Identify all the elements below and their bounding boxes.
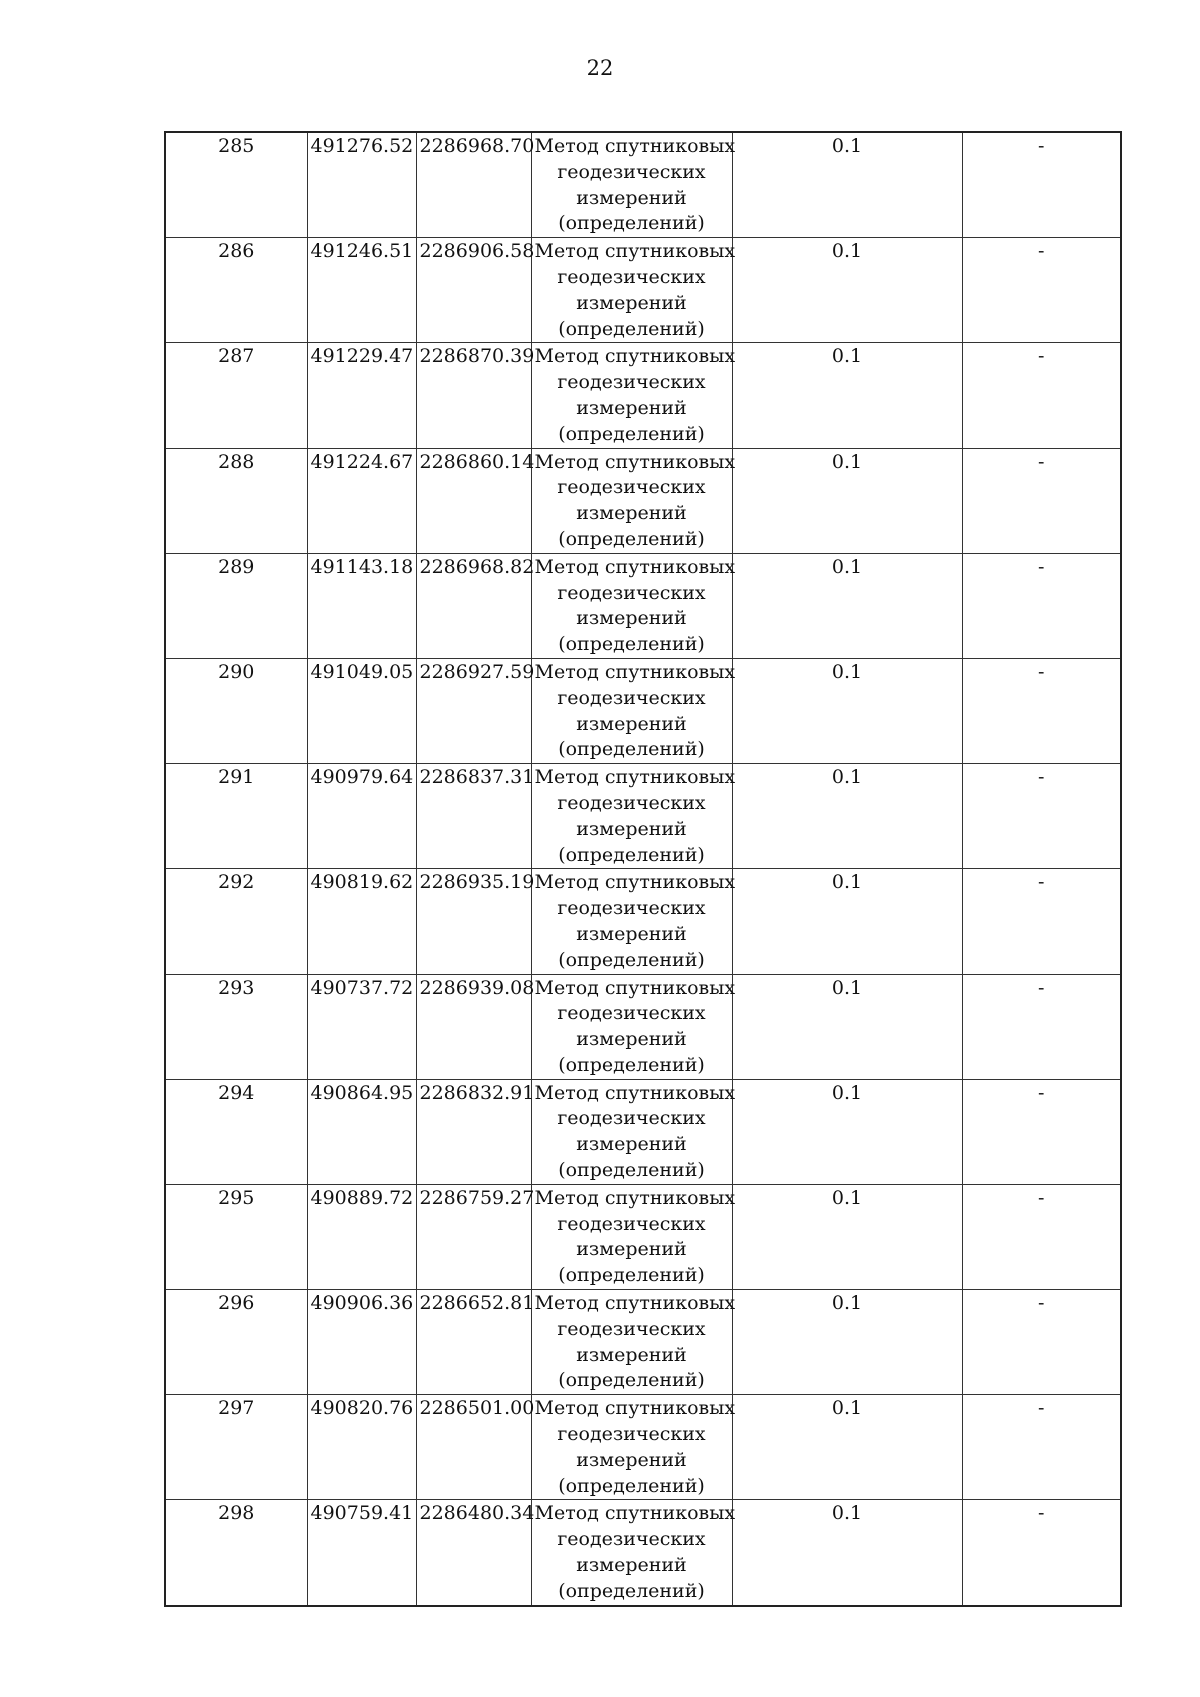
method-text-line: Метод спутниковых <box>534 871 736 894</box>
method-text-line: (определений) <box>558 1053 705 1076</box>
method-text-line: (определений) <box>558 212 705 235</box>
table-row <box>165 1290 1121 1395</box>
point-number-cell: 298 <box>165 1500 307 1606</box>
method-text-line: геодезических <box>557 897 706 920</box>
accuracy-cell: 0.1 <box>732 1290 962 1395</box>
method-text-line: измерений <box>576 1554 687 1577</box>
method-cell <box>531 132 736 238</box>
method-text-line: Метод спутниковых <box>534 1292 736 1315</box>
method-text-line: (определений) <box>558 948 705 971</box>
y-coordinate-cell: 2286968.82 <box>416 553 531 658</box>
method-text-line: (определений) <box>558 1369 705 1392</box>
accuracy-cell: 0.1 <box>732 658 962 763</box>
point-number-cell: 290 <box>165 658 307 763</box>
note-cell: - <box>962 448 1121 553</box>
y-coordinate-cell: 2286501.00 <box>416 1395 531 1500</box>
method-cell <box>531 238 736 343</box>
method-cell <box>531 764 736 869</box>
note-cell: - <box>962 869 1121 974</box>
x-coordinate-cell: 491224.67 <box>307 448 416 553</box>
coordinates-table <box>164 131 1122 1607</box>
method-text-line: (определений) <box>558 1579 705 1602</box>
method-text-line: измерений <box>576 1343 687 1366</box>
accuracy-cell: 0.1 <box>732 1395 962 1500</box>
method-cell <box>531 1079 736 1184</box>
table-row <box>165 1184 1121 1289</box>
point-number-cell: 293 <box>165 974 307 1079</box>
method-text-line: Метод спутниковых <box>534 240 736 263</box>
method-text-line: (определений) <box>558 1159 705 1182</box>
method-text-line: геодезических <box>557 265 706 288</box>
table-row <box>165 1500 1121 1606</box>
method-text-line: геодезических <box>557 686 706 709</box>
method-text-line: геодезических <box>557 371 706 394</box>
table-row <box>165 869 1121 974</box>
y-coordinate-cell: 2286935.19 <box>416 869 531 974</box>
accuracy-cell: 0.1 <box>732 1500 962 1606</box>
point-number-cell: 287 <box>165 343 307 448</box>
y-coordinate-cell: 2286906.58 <box>416 238 531 343</box>
x-coordinate-cell: 491246.51 <box>307 238 416 343</box>
accuracy-cell: 0.1 <box>732 448 962 553</box>
table-row <box>165 974 1121 1079</box>
table-row <box>165 1395 1121 1500</box>
note-cell: - <box>962 343 1121 448</box>
method-text-line: геодезических <box>557 791 706 814</box>
method-text-line: измерений <box>576 1028 687 1051</box>
method-text-line: (определений) <box>558 1264 705 1287</box>
point-number-cell: 288 <box>165 448 307 553</box>
y-coordinate-cell: 2286927.59 <box>416 658 531 763</box>
x-coordinate-cell: 491143.18 <box>307 553 416 658</box>
y-coordinate-cell: 2286652.81 <box>416 1290 531 1395</box>
method-text-line: Метод спутниковых <box>534 555 736 578</box>
x-coordinate-cell: 490759.41 <box>307 1500 416 1606</box>
table-body <box>165 132 1121 1606</box>
method-text-line: геодезических <box>557 1212 706 1235</box>
method-text-line: Метод спутниковых <box>534 1502 736 1525</box>
method-cell <box>531 1184 736 1289</box>
table-row <box>165 238 1121 343</box>
point-number-cell: 285 <box>165 132 307 238</box>
accuracy-cell: 0.1 <box>732 553 962 658</box>
method-cell <box>531 1395 736 1500</box>
accuracy-cell: 0.1 <box>732 343 962 448</box>
method-text-line: измерений <box>576 607 687 630</box>
method-cell <box>531 974 736 1079</box>
method-text-line: геодезических <box>557 581 706 604</box>
method-text-line: Метод спутниковых <box>534 345 736 368</box>
y-coordinate-cell: 2286870.39 <box>416 343 531 448</box>
method-cell <box>531 869 736 974</box>
method-text-line: Метод спутниковых <box>534 976 736 999</box>
table-row <box>165 553 1121 658</box>
accuracy-cell: 0.1 <box>732 1079 962 1184</box>
method-text-line: измерений <box>576 712 687 735</box>
method-cell <box>531 553 736 658</box>
x-coordinate-cell: 491276.52 <box>307 132 416 238</box>
method-text-line: геодезических <box>557 1423 706 1446</box>
method-text-line: (определений) <box>558 422 705 445</box>
x-coordinate-cell: 490820.76 <box>307 1395 416 1500</box>
method-text-line: (определений) <box>558 317 705 340</box>
accuracy-cell: 0.1 <box>732 764 962 869</box>
x-coordinate-cell: 491049.05 <box>307 658 416 763</box>
note-cell: - <box>962 658 1121 763</box>
method-text-line: измерений <box>576 186 687 209</box>
method-text-line: Метод спутниковых <box>534 1186 736 1209</box>
y-coordinate-cell: 2286837.31 <box>416 764 531 869</box>
table-row <box>165 1079 1121 1184</box>
note-cell: - <box>962 1184 1121 1289</box>
note-cell: - <box>962 1500 1121 1606</box>
point-number-cell: 289 <box>165 553 307 658</box>
point-number-cell: 292 <box>165 869 307 974</box>
method-text-line: (определений) <box>558 843 705 866</box>
method-text-line: измерений <box>576 1238 687 1261</box>
method-text-line: измерений <box>576 817 687 840</box>
note-cell: - <box>962 553 1121 658</box>
method-cell <box>531 448 736 553</box>
accuracy-cell: 0.1 <box>732 1184 962 1289</box>
x-coordinate-cell: 491229.47 <box>307 343 416 448</box>
x-coordinate-cell: 490906.36 <box>307 1290 416 1395</box>
method-text-line: Метод спутниковых <box>534 1397 736 1420</box>
point-number-cell: 294 <box>165 1079 307 1184</box>
method-text-line: Метод спутниковых <box>534 135 736 157</box>
table-row <box>165 448 1121 553</box>
accuracy-cell: 0.1 <box>732 974 962 1079</box>
method-cell <box>531 343 736 448</box>
accuracy-cell: 0.1 <box>732 132 962 238</box>
method-text-line: измерений <box>576 396 687 419</box>
method-text-line: геодезических <box>557 1317 706 1340</box>
table-row <box>165 764 1121 869</box>
method-text-line: Метод спутниковых <box>534 766 736 789</box>
note-cell: - <box>962 132 1121 238</box>
method-text-line: геодезических <box>557 1107 706 1130</box>
method-text-line: (определений) <box>558 527 705 550</box>
y-coordinate-cell: 2286939.08 <box>416 974 531 1079</box>
method-text-line: (определений) <box>558 738 705 761</box>
accuracy-cell: 0.1 <box>732 869 962 974</box>
method-text-line: геодезических <box>557 1528 706 1551</box>
y-coordinate-cell: 2286759.27 <box>416 1184 531 1289</box>
method-cell <box>531 1290 736 1395</box>
method-text-line: измерений <box>576 502 687 525</box>
page-number: 22 <box>586 56 614 80</box>
note-cell: - <box>962 1395 1121 1500</box>
note-cell: - <box>962 1290 1121 1395</box>
y-coordinate-cell: 2286968.70 <box>416 132 531 238</box>
point-number-cell: 286 <box>165 238 307 343</box>
method-text-line: геодезических <box>557 476 706 499</box>
method-cell <box>531 658 736 763</box>
table-row <box>165 343 1121 448</box>
note-cell: - <box>962 764 1121 869</box>
method-text-line: геодезических <box>557 1002 706 1025</box>
y-coordinate-cell: 2286860.14 <box>416 448 531 553</box>
point-number-cell: 295 <box>165 1184 307 1289</box>
method-text-line: измерений <box>576 1133 687 1156</box>
note-cell: - <box>962 974 1121 1079</box>
x-coordinate-cell: 490737.72 <box>307 974 416 1079</box>
x-coordinate-cell: 490819.62 <box>307 869 416 974</box>
method-text-line: (определений) <box>558 1474 705 1497</box>
note-cell: - <box>962 238 1121 343</box>
table-row <box>165 658 1121 763</box>
table-row <box>165 132 1121 238</box>
x-coordinate-cell: 490864.95 <box>307 1079 416 1184</box>
method-text-line: измерений <box>576 1448 687 1471</box>
point-number-cell: 297 <box>165 1395 307 1500</box>
y-coordinate-cell: 2286832.91 <box>416 1079 531 1184</box>
method-text-line: (определений) <box>558 633 705 656</box>
method-text-line: измерений <box>576 291 687 314</box>
method-text-line: Метод спутниковых <box>534 1081 736 1104</box>
point-number-cell: 291 <box>165 764 307 869</box>
x-coordinate-cell: 490889.72 <box>307 1184 416 1289</box>
method-cell <box>531 1500 736 1606</box>
y-coordinate-cell: 2286480.34 <box>416 1500 531 1606</box>
method-text-line: Метод спутниковых <box>534 450 736 473</box>
method-text-line: геодезических <box>557 160 706 183</box>
x-coordinate-cell: 490979.64 <box>307 764 416 869</box>
method-text-line: Метод спутниковых <box>534 660 736 683</box>
note-cell: - <box>962 1079 1121 1184</box>
method-text-line: измерений <box>576 922 687 945</box>
point-number-cell: 296 <box>165 1290 307 1395</box>
accuracy-cell: 0.1 <box>732 238 962 343</box>
